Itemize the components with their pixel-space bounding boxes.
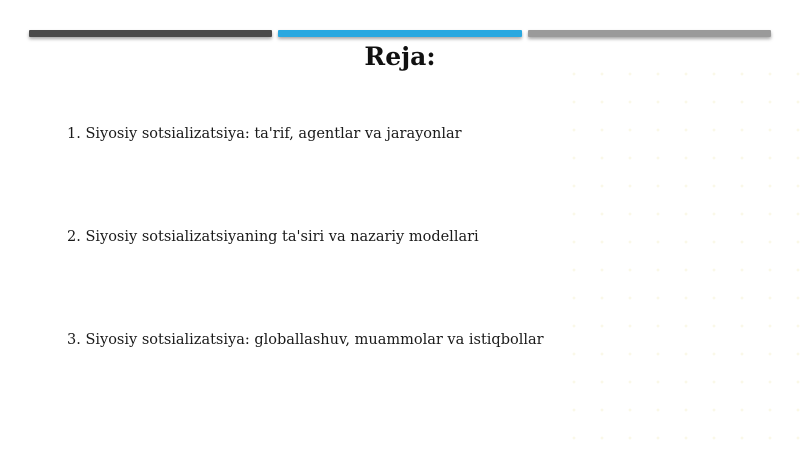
header-bar-gray [528,30,771,37]
agenda-item: 3. Siyosiy sotsializatsiya: globallashuv, muammolar va istiqbollar [67,332,544,348]
slide-title: Reja: [364,42,436,71]
decorative-dot-pattern [560,60,800,449]
agenda-item: 2. Siyosiy sotsializatsiyaning ta'siri va nazariy modellari [67,229,479,245]
header-bar-dark [29,30,272,37]
header-bar-blue [278,30,522,37]
agenda-item: 1. Siyosiy sotsializatsiya: ta'rif, agentlar va jarayonlar [67,126,462,142]
